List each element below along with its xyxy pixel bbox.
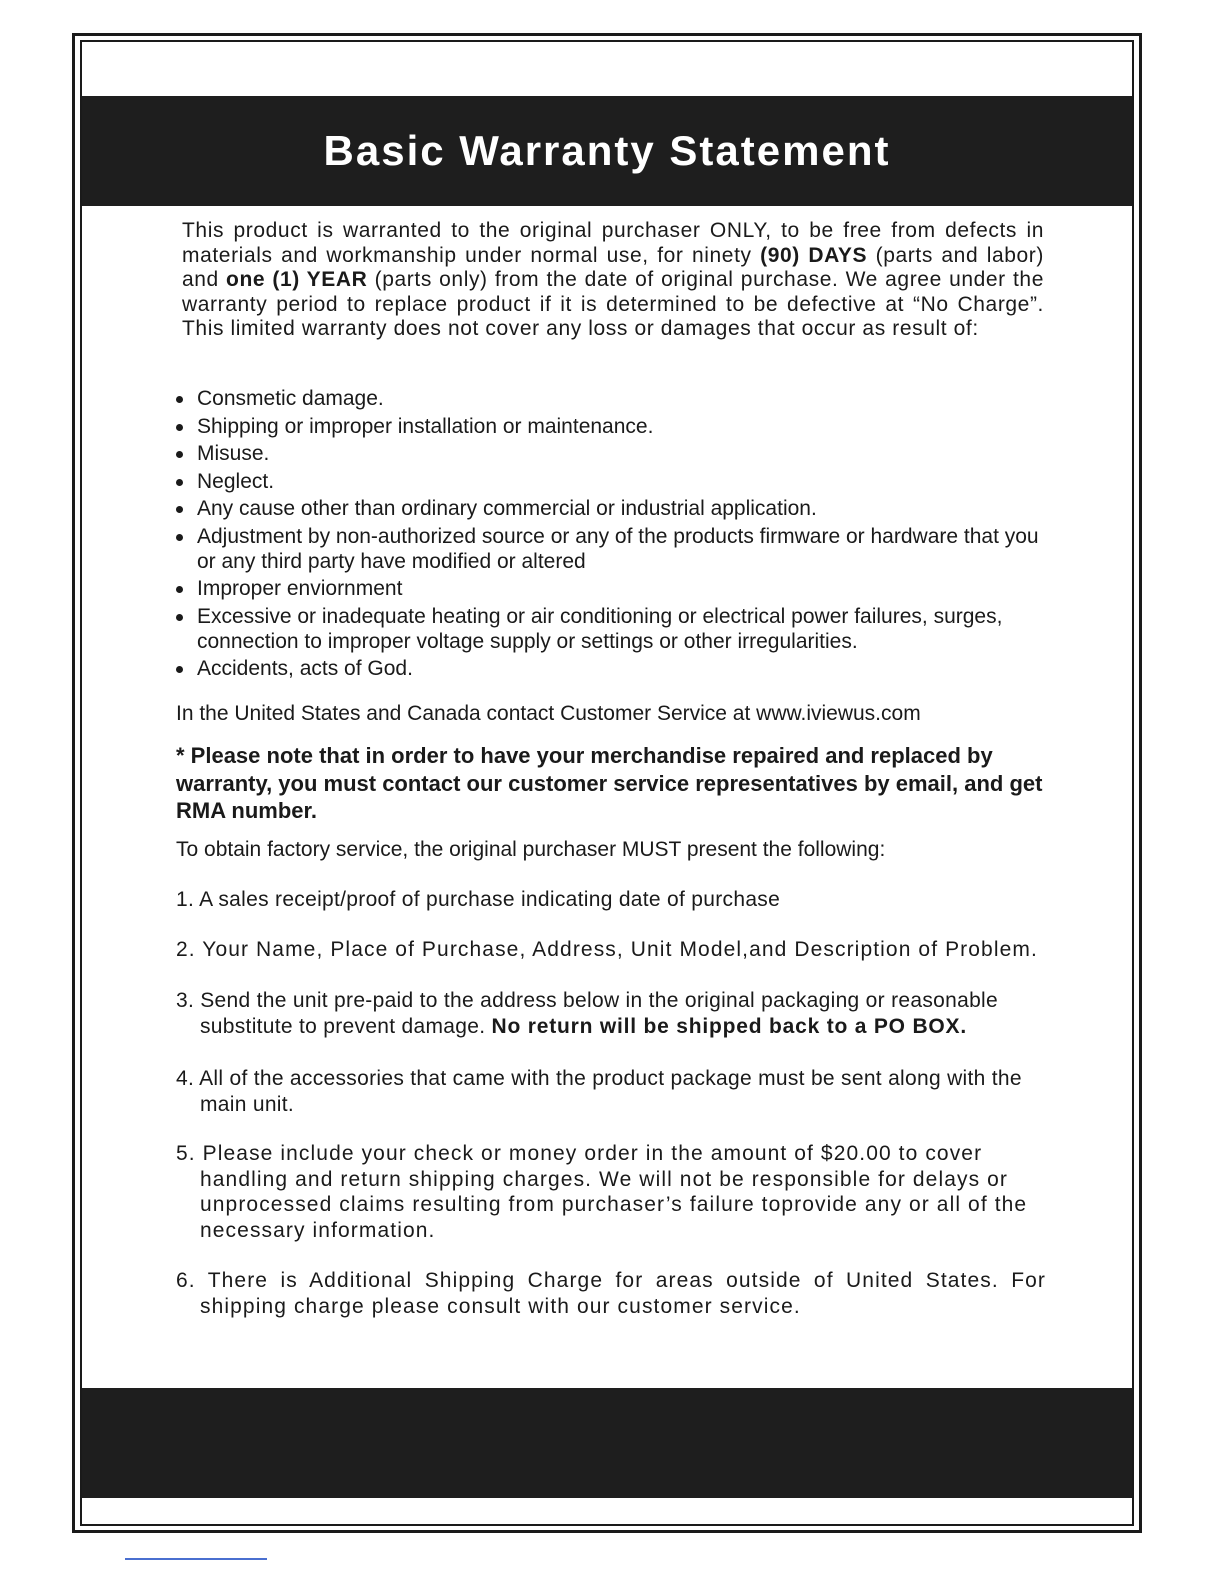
po-box-warning: No return will be shipped back to a PO BOX.	[491, 1014, 967, 1038]
bullet-icon	[176, 451, 183, 458]
warranty-days: (90) DAYS	[760, 243, 868, 267]
customer-service-contact: In the United States and Canada contact Customer Service at www.iviewus.com	[176, 702, 921, 725]
requirement-step-4: 4. All of the accessories that came with the product package must be sent along with the main unit.	[176, 1067, 1022, 1116]
page-link-underline	[125, 1558, 267, 1560]
requirement-step-5: 5. Please include your check or money order in the amount of $20.00 to cover handling and return shipping charges. We will not be responsible for delays or unprocessed claims resulting from purchaser’s failure toprovide any or all of the necessary information.	[176, 1142, 1028, 1242]
list-item: Accidents, acts of God.	[176, 656, 1056, 681]
page-title: Basic Warranty Statement	[323, 127, 891, 174]
title-banner	[82, 96, 1132, 206]
warranty-year: one (1) YEAR	[226, 268, 368, 292]
bullet-icon	[176, 586, 183, 593]
footer-banner	[82, 1388, 1132, 1498]
requirement-step-1: 1. A sales receipt/proof of purchase indicating date of purchase	[176, 888, 781, 911]
list-item: Adjustment by non-authorized source or any of the products firmware or hardware that you or any third party have modified or altered	[176, 524, 1056, 574]
requirement-step-6: 6. There is Additional Shipping Charge for areas outside of United States. For shipping charge please consult with our customer service.	[176, 1269, 1046, 1318]
list-item: Any cause other than ordinary commercial or industrial application.	[176, 496, 1056, 521]
list-item: Misuse.	[176, 441, 1056, 466]
bullet-icon	[176, 396, 183, 403]
bullet-icon	[176, 479, 183, 486]
requirement-step-2: 2. Your Name, Place of Purchase, Address, Unit Model,and Description of Problem.	[176, 938, 1038, 961]
list-item: Consmetic damage.	[176, 386, 1056, 411]
list-item: Excessive or inadequate heating or air conditioning or electrical power failures, surges, connection to improper voltage supply or settings or other irregularities.	[176, 604, 1056, 654]
list-item: Improper enviornment	[176, 576, 1056, 601]
bullet-icon	[176, 614, 183, 621]
list-item: Shipping or improper installation or maintenance.	[176, 414, 1056, 439]
bullet-icon	[176, 534, 183, 541]
bullet-icon	[176, 506, 183, 513]
warranty-intro: This product is warranted to the original purchaser ONLY, to be free from defects in materials and workmanship under normal use, for ninety (90) DAYS (parts and labor) and one (1) YEAR (parts only) from the date of original purchase. We agree under the warranty period to replace product if it is determined to be defective at “No Charge”. This limited warranty does not cover any loss or damages that occur as result of:	[182, 219, 1044, 341]
exclusions-list	[176, 386, 1056, 684]
requirement-step-3: 3. Send the unit pre-paid to the address below in the original packaging or reasonable substitute to prevent damage. No return will be shipped back to a PO BOX.	[176, 989, 998, 1038]
factory-service-instructions: To obtain factory service, the original purchaser MUST present the following:	[176, 838, 886, 861]
bullet-icon	[176, 666, 183, 673]
rma-note: * Please note that in order to have your merchandise repaired and replaced by warranty, you must contact our customer service representatives by email, and get RMA number.	[176, 743, 1043, 823]
list-item: Neglect.	[176, 469, 1056, 494]
bullet-icon	[176, 424, 183, 431]
